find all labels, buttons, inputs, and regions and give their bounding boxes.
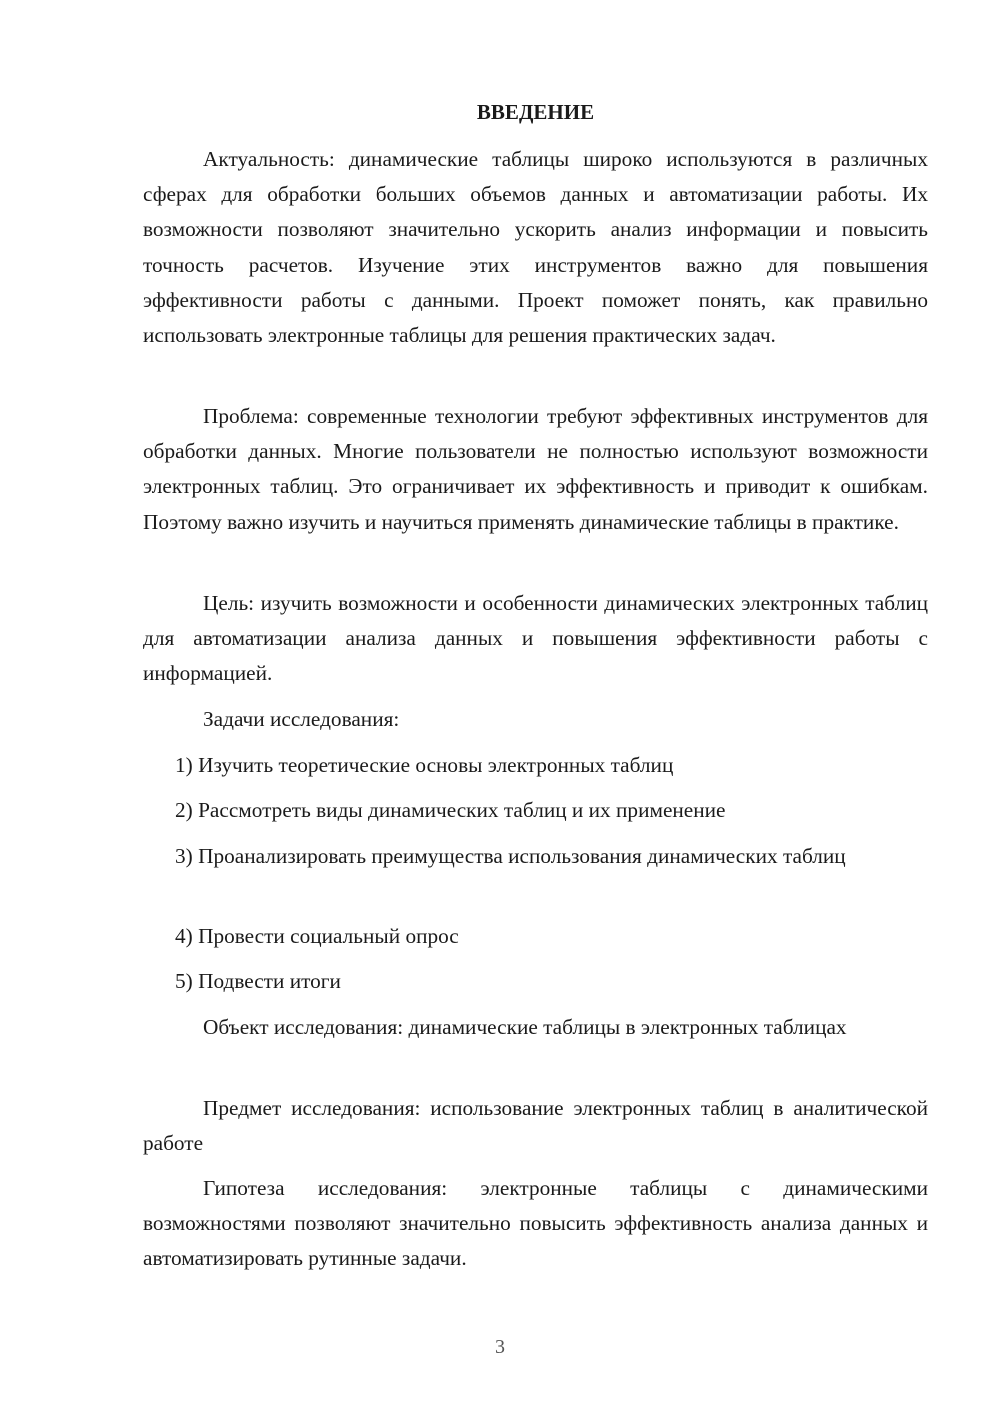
relevance-paragraph: Актуальность: динамические таблицы широко используются в различных сферах для обработки больших объемов данных и автоматизации работы. Их возможности позволяют значительно ускорить анализ информации и повысить точность расчетов. Изучение этих инструментов важно для повышения эффективности работы с данными. Проект поможет понять, как правильно использовать электронные таблицы для решения практических задач.: [143, 147, 928, 348]
goal-paragraph: Цель: изучить возможности и особенности динамических электронных таблиц для автоматизации анализа данных и повышения эффективности работы с информацией.: [143, 591, 928, 686]
task-item: 4) Провести социальный опрос: [175, 924, 459, 948]
task-item: 3) Проанализировать преимущества использования динамических таблиц: [175, 844, 846, 868]
object-paragraph: Объект исследования: динамические таблицы в электронных таблицах: [203, 1015, 847, 1039]
hypothesis-paragraph: Гипотеза исследования: электронные таблицы с динамическими возможностями позволяют значительно повысить эффективность анализа данных и автоматизировать рутинные задачи.: [143, 1176, 928, 1271]
subject-paragraph: Предмет исследования: использование электронных таблиц в аналитической работе: [143, 1096, 928, 1156]
tasks-heading: Задачи исследования:: [203, 707, 400, 731]
problem-paragraph: Проблема: современные технологии требуют эффективных инструментов для обработки данных. Многие пользователи не полностью используют возможности электронных таблиц. Это ограничивает их эффективность и приводит к ошибкам. Поэтому важно изучить и научиться применять динамические таблицы в практике.: [143, 404, 928, 534]
page-number: 3: [495, 1336, 505, 1358]
page-title: ВВЕДЕНИЕ: [476, 100, 595, 124]
task-item: 5) Подвести итоги: [175, 969, 341, 993]
task-item: 2) Рассмотреть виды динамических таблиц и их применение: [175, 798, 726, 822]
task-item: 1) Изучить теоретические основы электронных таблиц: [175, 753, 674, 777]
